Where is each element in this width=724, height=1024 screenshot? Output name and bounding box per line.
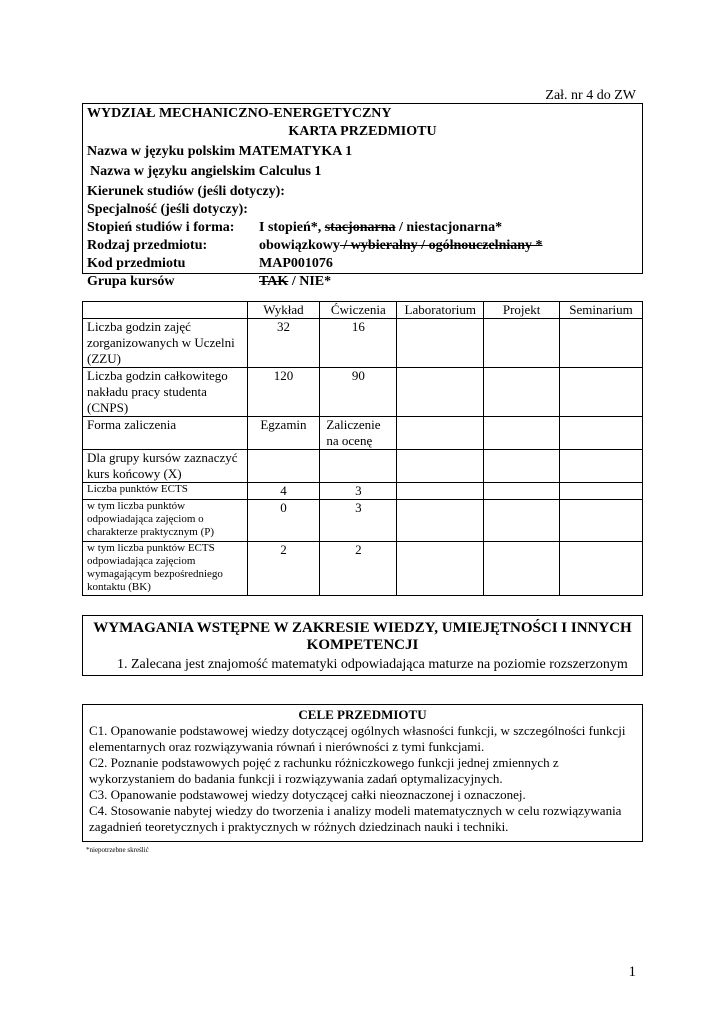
prerequisites-title: WYMAGANIA WSTĘPNE W ZAKRESIE WIEDZY, UMIEJĘTNOŚCI I INNYCH KOMPETENCJI: [93, 620, 632, 653]
row-label: Liczba godzin całkowitego nakładu pracy studenta (CNPS): [83, 368, 248, 417]
annex-label: Zał. nr 4 do ZW: [545, 88, 636, 103]
hours-table: [82, 301, 643, 596]
table-row: [83, 417, 643, 450]
table-cell: [484, 500, 560, 542]
course-type-value: obowiązkowy / wybieralny / ogólnouczelniany *: [259, 238, 543, 253]
table-cell: 90: [320, 368, 397, 417]
row-label: Liczba godzin zajęć zorganizowanych w Uczelni (ZZU): [83, 319, 248, 368]
table-cell: [560, 450, 643, 483]
course-code-label: Kod przedmiotu: [87, 256, 186, 271]
goals-title: CELE PRZEDMIOTU: [298, 707, 427, 722]
prerequisites-list: [89, 656, 636, 673]
table-cell: 3: [320, 500, 397, 542]
study-level-label: Stopień studiów i forma:: [87, 220, 235, 235]
row-label: Forma zaliczenia: [83, 417, 248, 450]
course-name-english: Nazwa w języku angielskim Calculus 1: [90, 164, 322, 179]
table-cell: [320, 450, 397, 483]
study-level-row: [87, 219, 638, 237]
column-header: Seminarium: [560, 302, 643, 319]
study-level-value: I stopień*, stacjonarna / niestacjonarna*: [259, 220, 503, 235]
table-corner-cell: [83, 302, 248, 319]
page-number: 1: [628, 964, 636, 980]
row-label: w tym liczba punktów ECTS odpowiadająca zajęciom wymagającym bezpośredniego kontaktu (BK): [83, 542, 248, 596]
goal-item: C3. Opanowanie podstawowej wiedzy dotyczącej całki nieoznaczonej i oznaczonej.: [89, 787, 526, 802]
course-type-row: [87, 237, 638, 255]
column-header: Laboratorium: [397, 302, 484, 319]
field-of-study: Kierunek studiów (jeśli dotyczy):: [87, 184, 285, 199]
row-label: Dla grupy kursów zaznaczyć kurs końcowy (X): [83, 450, 248, 483]
table-cell: [397, 319, 484, 368]
table-cell: [484, 417, 560, 450]
column-header: Projekt: [484, 302, 560, 319]
table-row: [83, 368, 643, 417]
table-cell: 2: [247, 542, 320, 596]
table-cell: 0: [247, 500, 320, 542]
course-code-value: MAP001076: [259, 256, 333, 271]
faculty-name: WYDZIAŁ MECHANICZNO-ENERGETYCZNY: [87, 106, 392, 121]
goal-item: C1. Opanowanie podstawowej wiedzy dotyczącej ogólnych własności funkcji, w szczególności funkcji elementarnych oraz rozwiązywania równań i nierówności z tymi funkcjami.: [89, 723, 626, 754]
course-group-row: [87, 273, 638, 291]
row-label: Liczba punktów ECTS: [83, 483, 248, 500]
specialty: Specjalność (jeśli dotyczy):: [87, 202, 248, 217]
table-cell: [484, 450, 560, 483]
course-code-row: [87, 255, 638, 273]
table-cell: [397, 500, 484, 542]
table-cell: 4: [247, 483, 320, 500]
course-group-value: TAK / NIE*: [259, 274, 332, 289]
column-header: Ćwiczenia: [320, 302, 397, 319]
row-label: w tym liczba punktów odpowiadająca zajęciom o charakterze praktycznym (P): [83, 500, 248, 542]
prerequisites-box: [82, 615, 643, 676]
table-cell: [397, 483, 484, 500]
table-cell: [560, 500, 643, 542]
table-cell: [560, 417, 643, 450]
table-row: [83, 500, 643, 542]
table-cell: [560, 483, 643, 500]
table-row: [83, 542, 643, 596]
list-item: 1. Zalecana jest znajomość matematyki odpowiadająca maturze na poziomie rozszerzonym: [131, 656, 636, 673]
table-row: [83, 319, 643, 368]
table-cell: Zaliczenie na ocenę: [320, 417, 397, 450]
table-cell: 32: [247, 319, 320, 368]
table-cell: [560, 319, 643, 368]
table-cell: [397, 542, 484, 596]
table-cell: [484, 368, 560, 417]
table-cell: [397, 368, 484, 417]
table-cell: [484, 542, 560, 596]
table-cell: 120: [247, 368, 320, 417]
table-cell: [484, 483, 560, 500]
course-header-box: [82, 103, 643, 289]
course-goals-box: [82, 704, 643, 842]
table-cell: 3: [320, 483, 397, 500]
footnote: *niepotrzebne skreślić: [86, 846, 149, 854]
table-row: [83, 450, 643, 483]
card-title: KARTA PRZEDMIOTU: [288, 124, 437, 139]
goal-item: C2. Poznanie podstawowych pojęć z rachunku różniczkowego funkcji jednej zmiennych z wykorzystaniem do badania funkcji i rozwiązywania zadań optymalizacyjnych.: [89, 755, 559, 786]
table-row: [83, 483, 643, 500]
course-type-label: Rodzaj przedmiotu:: [87, 238, 208, 253]
course-group-label: Grupa kursów: [87, 274, 175, 289]
table-cell: [397, 450, 484, 483]
goal-item: C4. Stosowanie nabytej wiedzy do tworzenia i analizy modeli matematycznych w celu rozwiązywania zagadnień teoretycznych i praktycznych w różnych dziedzinach nauki i techniki.: [89, 803, 622, 834]
table-cell: 16: [320, 319, 397, 368]
table-cell: [247, 450, 320, 483]
table-cell: 2: [320, 542, 397, 596]
table-cell: [560, 542, 643, 596]
table-cell: Egzamin: [247, 417, 320, 450]
table-header-row: [83, 302, 643, 319]
course-name-polish: Nazwa w języku polskim MATEMATYKA 1: [87, 144, 353, 159]
column-header: Wykład: [247, 302, 320, 319]
table-cell: [560, 368, 643, 417]
table-cell: [484, 319, 560, 368]
table-cell: [397, 417, 484, 450]
